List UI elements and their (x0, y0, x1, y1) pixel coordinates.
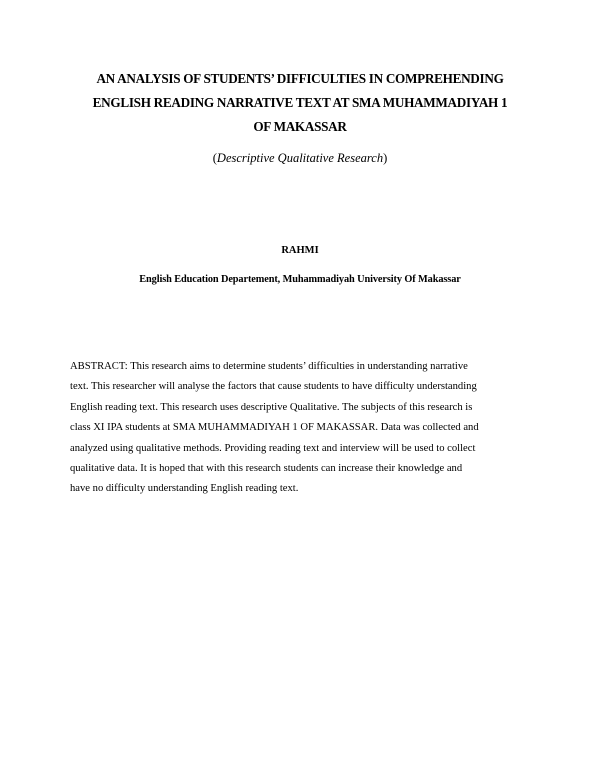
author-name: RAHMI (281, 245, 319, 256)
author-affiliation: English Education Departement, Muhammadiyah University Of Makassar (139, 274, 461, 285)
abstract-line: English reading text. This research uses descriptive Qualitative. The subjects of this research is (70, 401, 473, 413)
abstract-line: class XI IPA students at SMA MUHAMMADIYAH 1 OF MAKASSAR. Data was collected and (70, 422, 479, 434)
abstract-line: text. This researcher will analyse the factors that cause students to have difficulty understanding (70, 381, 477, 393)
subtitle-open-paren: ( (212, 151, 217, 165)
abstract-line: qualitative data. It is hoped that with this research students can increase their knowledge and (70, 463, 463, 475)
abstract-line: analyzed using qualitative methods. Providing reading text and interview will be used to collect (70, 442, 476, 454)
title-line: OF MAKASSAR (253, 119, 347, 134)
paper-title (60, 67, 540, 139)
abstract-line: have no difficulty understanding English reading text. (70, 483, 299, 495)
title-line: AN ANALYSIS OF STUDENTS’ DIFFICULTIES IN COMPREHENDING (96, 71, 504, 86)
abstract (70, 357, 540, 500)
subtitle-text: Descriptive Qualitative Research (216, 151, 384, 165)
title-line: ENGLISH READING NARRATIVE TEXT AT SMA MUHAMMADIYAH 1 (92, 95, 508, 110)
paper-subtitle (0, 150, 600, 166)
subtitle-close-paren: ) (383, 151, 388, 165)
abstract-line: ABSTRACT: This research aims to determine students’ difficulties in understanding narrative (70, 361, 468, 372)
